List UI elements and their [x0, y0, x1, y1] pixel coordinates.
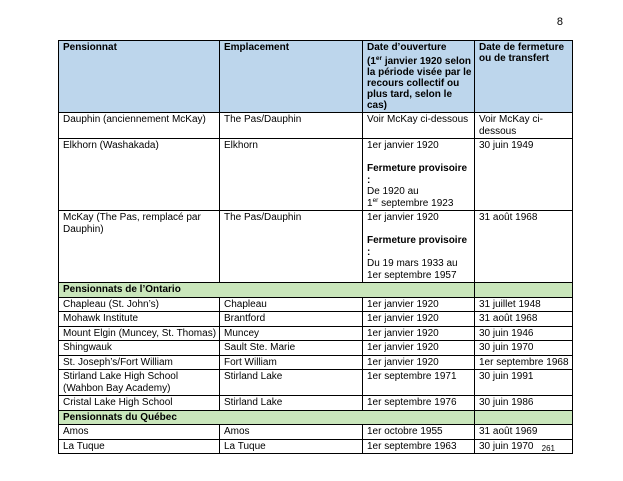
cell-pensionnat: Mohawk Institute: [59, 312, 220, 327]
table-row: [59, 355, 573, 370]
table-row: [59, 312, 573, 327]
cell-emplacement: The Pas/Dauphin: [220, 211, 363, 283]
section-empty-cell: [475, 410, 573, 425]
cell-pensionnat: Stirland Lake High School (Wahbon Bay Academy): [59, 370, 220, 396]
cell-emplacement: Fort William: [220, 355, 363, 370]
cell-pensionnat: Dauphin (anciennement McKay): [59, 113, 220, 139]
table-row: [59, 341, 573, 356]
cell-emplacement: Chapleau: [220, 297, 363, 312]
cell-pensionnat: Elkhorn (Washakada): [59, 139, 220, 211]
cell-ouverture: 1er janvier 1920 Fermeture provisoire : Du 19 mars 1933 au 1er septembre 1957: [363, 211, 475, 283]
cell-emplacement: Elkhorn: [220, 139, 363, 211]
table-row: [59, 439, 573, 454]
section-empty-cell: [475, 283, 573, 298]
table-row: [59, 297, 573, 312]
cell-pensionnat: Mount Elgin (Muncey, St. Thomas): [59, 326, 220, 341]
table-row: [59, 396, 573, 411]
residential-schools-table: [58, 40, 573, 454]
cell-emplacement: Stirland Lake: [220, 370, 363, 396]
table-header-row: [59, 41, 573, 113]
cell-fermeture: 1er septembre 1968: [475, 355, 573, 370]
cell-fermeture: 30 juin 1970: [475, 439, 573, 454]
cell-ouverture: 1er janvier 1920: [363, 312, 475, 327]
page-number-top: 8: [556, 16, 563, 28]
cell-emplacement: Muncey: [220, 326, 363, 341]
table-row: [59, 326, 573, 341]
section-label: Pensionnats du Québec: [59, 410, 475, 425]
cell-pensionnat: Shingwauk: [59, 341, 220, 356]
cell-emplacement: Sault Ste. Marie: [220, 341, 363, 356]
cell-fermeture: 30 juin 1949: [475, 139, 573, 211]
table-row: [59, 425, 573, 440]
cell-ouverture: 1er octobre 1955: [363, 425, 475, 440]
cell-pensionnat: La Tuque: [59, 439, 220, 454]
header-date-fermeture: Date de fermeture ou de transfert: [475, 41, 573, 113]
cell-emplacement: The Pas/Dauphin: [220, 113, 363, 139]
table-row-dauphin: [59, 113, 573, 139]
section-header-quebec: [59, 410, 573, 425]
cell-fermeture: 31 août 1968: [475, 211, 573, 283]
cell-emplacement: Brantford: [220, 312, 363, 327]
cell-pensionnat: McKay (The Pas, remplacé par Dauphin): [59, 211, 220, 283]
cell-fermeture: 30 juin 1970: [475, 341, 573, 356]
section-header-ontario: [59, 283, 573, 298]
header-date-ouverture-title: Date d’ouverture: [367, 42, 447, 53]
cell-emplacement: Amos: [220, 425, 363, 440]
cell-fermeture: 31 août 1969: [475, 425, 573, 440]
cell-fermeture: 31 juillet 1948: [475, 297, 573, 312]
cell-ouverture: 1er septembre 1976: [363, 396, 475, 411]
cell-fermeture: 30 juin 1946: [475, 326, 573, 341]
table-row-mckay: [59, 211, 573, 283]
cell-ouverture: 1er janvier 1920: [363, 341, 475, 356]
cell-pensionnat: Cristal Lake High School: [59, 396, 220, 411]
cell-ouverture: 1er septembre 1963: [363, 439, 475, 454]
cell-ouverture: 1er janvier 1920 Fermeture provisoire : De 1920 au 1er septembre 1923: [363, 139, 475, 211]
page-number-bottom: 261: [541, 444, 555, 453]
cell-emplacement: La Tuque: [220, 439, 363, 454]
cell-ouverture: 1er janvier 1920: [363, 297, 475, 312]
cell-fermeture: 30 juin 1986: [475, 396, 573, 411]
cell-pensionnat: St. Joseph’s/Fort William: [59, 355, 220, 370]
cell-ouverture: 1er janvier 1920: [363, 326, 475, 341]
header-pensionnat: Pensionnat: [59, 41, 220, 113]
table-row: [59, 370, 573, 396]
cell-ouverture: 1er septembre 1971: [363, 370, 475, 396]
header-emplacement: Emplacement: [220, 41, 363, 113]
cell-fermeture: 31 août 1968: [475, 312, 573, 327]
table-row-elkhorn: [59, 139, 573, 211]
cell-pensionnat: Amos: [59, 425, 220, 440]
cell-ouverture: 1er janvier 1920: [363, 355, 475, 370]
header-date-ouverture-subtitle: (1er janvier 1920 selon la période visée par le recours collectif ou plus tard, selon le cas): [367, 55, 472, 111]
cell-ouverture: Voir McKay ci-dessous: [363, 113, 475, 139]
cell-fermeture: 30 juin 1991: [475, 370, 573, 396]
cell-pensionnat: Chapleau (St. John’s): [59, 297, 220, 312]
cell-emplacement: Stirland Lake: [220, 396, 363, 411]
section-label: Pensionnats de l’Ontario: [59, 283, 475, 298]
cell-fermeture: Voir McKay ci-dessous: [475, 113, 573, 139]
header-date-ouverture: [363, 41, 475, 113]
